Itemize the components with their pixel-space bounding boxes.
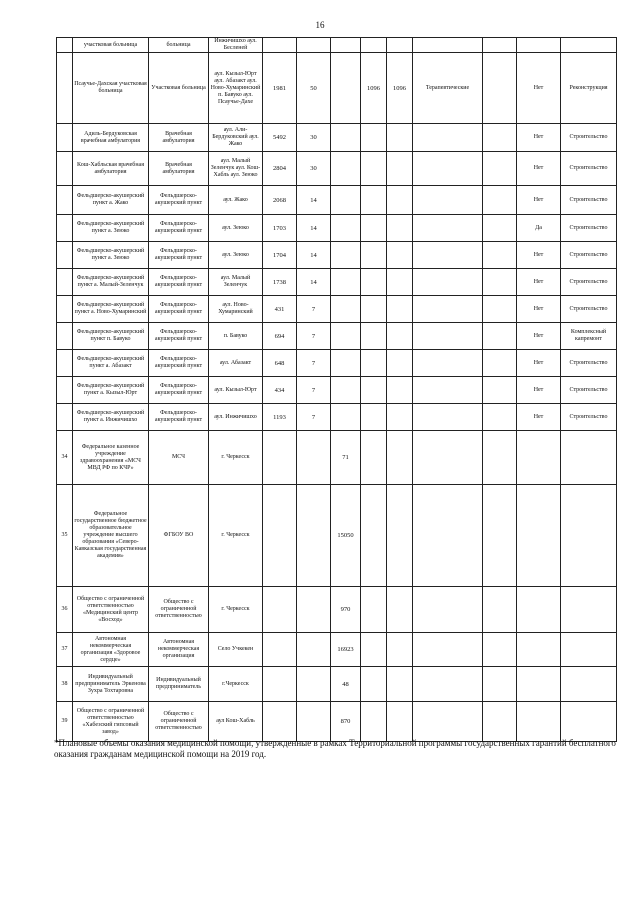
- col2-cell: 50: [297, 53, 331, 124]
- col1-cell: [263, 38, 297, 53]
- col8-cell: Нет: [517, 186, 561, 215]
- facility-name-cell: Фельдшерско-акушерский пункт а. Ново-Хумаринский: [73, 296, 149, 323]
- address-cell: Село Учкекен: [209, 633, 263, 667]
- col5-cell: [387, 124, 413, 152]
- address-cell: аул. Кызыл-Юрт аул. Абазакт аул. Ново-Хумаринский п. Бавуко аул. Псаучье-Дахе: [209, 53, 263, 124]
- col1-cell: 1703: [263, 215, 297, 242]
- facility-name-cell: Псаучье-Дахская участковая больница: [73, 53, 149, 124]
- facility-name-cell: Фельдшерско-акушерский пункт п. Бавуко: [73, 323, 149, 350]
- facility-type-cell: Врачебная амбулатория: [149, 124, 209, 152]
- col3-cell: [331, 269, 361, 296]
- col4-cell: [361, 38, 387, 53]
- col1-cell: 648: [263, 350, 297, 377]
- col3-cell: [331, 38, 361, 53]
- col7-cell: [483, 633, 517, 667]
- facility-name-cell: Фельдшерско-акушерский пункт а. Зеюко: [73, 242, 149, 269]
- col9-cell: Строительство: [561, 124, 617, 152]
- col3-cell: [331, 124, 361, 152]
- col6-cell: [413, 242, 483, 269]
- row-number-cell: [57, 323, 73, 350]
- col2-cell: [297, 702, 331, 742]
- col7-cell: [483, 152, 517, 186]
- table-row: [57, 269, 617, 296]
- col1-cell: 1704: [263, 242, 297, 269]
- col9-cell: Строительство: [561, 296, 617, 323]
- col5-cell: [387, 269, 413, 296]
- col7-cell: [483, 38, 517, 53]
- col2-cell: 7: [297, 377, 331, 404]
- col8-cell: Нет: [517, 242, 561, 269]
- col9-cell: Строительство: [561, 350, 617, 377]
- col9-cell: [561, 702, 617, 742]
- row-number-cell: 35: [57, 485, 73, 587]
- col7-cell: [483, 702, 517, 742]
- table-row: [57, 124, 617, 152]
- page-number: 16: [315, 20, 325, 30]
- address-cell: г. Черкесск: [209, 587, 263, 633]
- col3-cell: 16923: [331, 633, 361, 667]
- col6-cell: [413, 215, 483, 242]
- facility-type-cell: Фельдшерско-акушерский пункт: [149, 296, 209, 323]
- col9-cell: [561, 587, 617, 633]
- col1-cell: [263, 485, 297, 587]
- footnote: *Плановые объемы оказания медицинской помощи, утвержденные в рамках Территориальной программы государственных гарантий бесплатного оказания гражданам медицинской помощи на 2019 год.: [54, 738, 616, 759]
- row-number-cell: 34: [57, 431, 73, 485]
- col1-cell: 5492: [263, 124, 297, 152]
- col8-cell: [517, 38, 561, 53]
- col8-cell: Да: [517, 215, 561, 242]
- address-cell: аул Кош-Хабль: [209, 702, 263, 742]
- address-cell: аул. Жако: [209, 186, 263, 215]
- col4-cell: [361, 242, 387, 269]
- row-number-cell: 38: [57, 667, 73, 702]
- col5-cell: [387, 404, 413, 431]
- col2-cell: 14: [297, 242, 331, 269]
- col3-cell: [331, 377, 361, 404]
- col3-cell: [331, 350, 361, 377]
- col5-cell: [387, 152, 413, 186]
- row-number-cell: [57, 124, 73, 152]
- address-cell: аул. Кызыл-Юрт: [209, 377, 263, 404]
- address-cell: г.Черкесск: [209, 667, 263, 702]
- facility-type-cell: Фельдшерско-акушерский пункт: [149, 186, 209, 215]
- row-number-cell: [57, 404, 73, 431]
- col3-cell: 15050: [331, 485, 361, 587]
- facility-name-cell: Фельдшерско-акушерский пункт а. Инжичишхо: [73, 404, 149, 431]
- table-row: [57, 296, 617, 323]
- col7-cell: [483, 296, 517, 323]
- col2-cell: [297, 587, 331, 633]
- col8-cell: [517, 485, 561, 587]
- col4-cell: [361, 587, 387, 633]
- col9-cell: Строительство: [561, 242, 617, 269]
- col5-cell: [387, 587, 413, 633]
- col2-cell: 30: [297, 124, 331, 152]
- col5-cell: [387, 667, 413, 702]
- col4-cell: [361, 296, 387, 323]
- col9-cell: [561, 633, 617, 667]
- col2-cell: 7: [297, 323, 331, 350]
- table-row: [57, 633, 617, 667]
- col3-cell: [331, 53, 361, 124]
- table-row: [57, 587, 617, 633]
- col2-cell: 30: [297, 152, 331, 186]
- col8-cell: Нет: [517, 53, 561, 124]
- col4-cell: [361, 269, 387, 296]
- col6-cell: [413, 38, 483, 53]
- col6-cell: Терапевтические: [413, 53, 483, 124]
- col2-cell: 7: [297, 350, 331, 377]
- facility-type-cell: Врачебная амбулатория: [149, 152, 209, 186]
- facilities-table: [56, 37, 617, 742]
- row-number-cell: [57, 377, 73, 404]
- col3-cell: [331, 186, 361, 215]
- col4-cell: [361, 431, 387, 485]
- col4-cell: [361, 633, 387, 667]
- col8-cell: Нет: [517, 296, 561, 323]
- facility-name-cell: Фельдшерско-акушерский пункт а. Абазакт: [73, 350, 149, 377]
- col6-cell: [413, 350, 483, 377]
- col8-cell: Нет: [517, 350, 561, 377]
- col7-cell: [483, 587, 517, 633]
- facility-type-cell: ФГБОУ ВО: [149, 485, 209, 587]
- col1-cell: 1193: [263, 404, 297, 431]
- col5-cell: [387, 431, 413, 485]
- facility-type-cell: Индивидуальный предприниматель: [149, 667, 209, 702]
- col9-cell: Строительство: [561, 215, 617, 242]
- row-number-cell: [57, 186, 73, 215]
- row-number-cell: [57, 53, 73, 124]
- facility-name-cell: Кош-Хабльская врачебная амбулатория: [73, 152, 149, 186]
- col5-cell: [387, 323, 413, 350]
- col9-cell: Строительство: [561, 269, 617, 296]
- address-cell: г. Черкесск: [209, 431, 263, 485]
- table-row: [57, 215, 617, 242]
- facility-type-cell: Фельдшерско-акушерский пункт: [149, 323, 209, 350]
- col6-cell: [413, 633, 483, 667]
- col7-cell: [483, 186, 517, 215]
- col9-cell: Реконструкция: [561, 53, 617, 124]
- col3-cell: [331, 215, 361, 242]
- table-row: [57, 431, 617, 485]
- col3-cell: [331, 152, 361, 186]
- col5-cell: [387, 485, 413, 587]
- col4-cell: [361, 667, 387, 702]
- facility-name-cell: Автономная некоммерческая организация «Здоровое сердце»: [73, 633, 149, 667]
- facility-type-cell: МСЧ: [149, 431, 209, 485]
- col4-cell: [361, 702, 387, 742]
- col3-cell: [331, 296, 361, 323]
- col1-cell: [263, 702, 297, 742]
- row-number-cell: [57, 242, 73, 269]
- facility-type-cell: Общество с ограниченной ответственностью: [149, 587, 209, 633]
- col9-cell: [561, 38, 617, 53]
- col6-cell: [413, 431, 483, 485]
- facility-name-cell: Общество с ограниченной ответственностью «Медицинский центр «Восход»: [73, 587, 149, 633]
- col6-cell: [413, 323, 483, 350]
- col2-cell: [297, 485, 331, 587]
- col8-cell: [517, 587, 561, 633]
- col5-cell: [387, 350, 413, 377]
- facility-type-cell: Фельдшерско-акушерский пункт: [149, 215, 209, 242]
- col5-cell: [387, 242, 413, 269]
- col6-cell: [413, 124, 483, 152]
- col8-cell: Нет: [517, 404, 561, 431]
- facility-type-cell: Общество с ограниченной ответственностью: [149, 702, 209, 742]
- col2-cell: [297, 667, 331, 702]
- facility-name-cell: Федеральное государственное бюджетное образовательное учреждение высшего образования «Северо-Кавказская государственная академия»: [73, 485, 149, 587]
- table-row: [57, 53, 617, 124]
- col9-cell: [561, 431, 617, 485]
- col7-cell: [483, 350, 517, 377]
- col5-cell: [387, 702, 413, 742]
- facility-type-cell: Участковая больница: [149, 53, 209, 124]
- col1-cell: [263, 667, 297, 702]
- address-cell: аул. Малый Зеленчук: [209, 269, 263, 296]
- col7-cell: [483, 242, 517, 269]
- row-number-cell: 36: [57, 587, 73, 633]
- col8-cell: Нет: [517, 377, 561, 404]
- col8-cell: [517, 633, 561, 667]
- facility-name-cell: Фельдшерско-акушерский пункт а. Зеюко: [73, 215, 149, 242]
- col1-cell: 2804: [263, 152, 297, 186]
- facility-name-cell: участковая больница: [73, 38, 149, 53]
- col6-cell: [413, 152, 483, 186]
- col2-cell: 7: [297, 296, 331, 323]
- col8-cell: Нет: [517, 269, 561, 296]
- table-row: [57, 152, 617, 186]
- facility-name-cell: Фельдшерско-акушерский пункт а. Кызыл-Юрт: [73, 377, 149, 404]
- col6-cell: [413, 186, 483, 215]
- col6-cell: [413, 296, 483, 323]
- col6-cell: [413, 377, 483, 404]
- col1-cell: [263, 633, 297, 667]
- col1-cell: 2068: [263, 186, 297, 215]
- facility-name-cell: Индивидуальный предприниматель Эркенова Зухра Тохтаровна: [73, 667, 149, 702]
- col8-cell: Нет: [517, 152, 561, 186]
- address-cell: аул. Али-Бердуковский аул. Жако: [209, 124, 263, 152]
- table-row: [57, 485, 617, 587]
- col6-cell: [413, 404, 483, 431]
- col3-cell: [331, 404, 361, 431]
- col6-cell: [413, 269, 483, 296]
- table-row: [57, 323, 617, 350]
- col4-cell: [361, 323, 387, 350]
- table-row: [57, 38, 617, 53]
- col3-cell: 870: [331, 702, 361, 742]
- facility-type-cell: Фельдшерско-акушерский пункт: [149, 404, 209, 431]
- facility-name-cell: Фельдшерско-акушерский пункт а. Малый-Зеленчук: [73, 269, 149, 296]
- col4-cell: [361, 485, 387, 587]
- facility-type-cell: Автономная некоммерческая организация: [149, 633, 209, 667]
- row-number-cell: 37: [57, 633, 73, 667]
- col7-cell: [483, 377, 517, 404]
- col7-cell: [483, 215, 517, 242]
- col2-cell: 14: [297, 215, 331, 242]
- col4-cell: 1096: [361, 53, 387, 124]
- col7-cell: [483, 53, 517, 124]
- col3-cell: 48: [331, 667, 361, 702]
- address-cell: п. Бавуко: [209, 323, 263, 350]
- col7-cell: [483, 404, 517, 431]
- col4-cell: [361, 404, 387, 431]
- col5-cell: [387, 215, 413, 242]
- row-number-cell: 39: [57, 702, 73, 742]
- col1-cell: [263, 587, 297, 633]
- col9-cell: [561, 485, 617, 587]
- col6-cell: [413, 587, 483, 633]
- facility-name-cell: Федеральное казенное учреждение здравоохранения «МСЧ МВД РФ по КЧР»: [73, 431, 149, 485]
- col4-cell: [361, 215, 387, 242]
- col4-cell: [361, 152, 387, 186]
- col5-cell: [387, 633, 413, 667]
- col8-cell: Нет: [517, 323, 561, 350]
- col8-cell: [517, 667, 561, 702]
- row-number-cell: [57, 152, 73, 186]
- facility-type-cell: Фельдшерско-акушерский пункт: [149, 377, 209, 404]
- col3-cell: [331, 242, 361, 269]
- col4-cell: [361, 377, 387, 404]
- facility-name-cell: Фельдшерско-акушерский пункт а. Жако: [73, 186, 149, 215]
- table-row: [57, 350, 617, 377]
- facility-type-cell: Фельдшерско-акушерский пункт: [149, 350, 209, 377]
- col9-cell: [561, 667, 617, 702]
- col1-cell: 434: [263, 377, 297, 404]
- address-cell: аул. Инжичишхо: [209, 404, 263, 431]
- col5-cell: [387, 377, 413, 404]
- facility-type-cell: больница: [149, 38, 209, 53]
- col1-cell: [263, 431, 297, 485]
- table-row: [57, 702, 617, 742]
- col8-cell: [517, 431, 561, 485]
- table-row: [57, 377, 617, 404]
- col7-cell: [483, 667, 517, 702]
- col7-cell: [483, 124, 517, 152]
- col3-cell: 970: [331, 587, 361, 633]
- col3-cell: 71: [331, 431, 361, 485]
- col2-cell: [297, 633, 331, 667]
- row-number-cell: [57, 296, 73, 323]
- col1-cell: 431: [263, 296, 297, 323]
- col4-cell: [361, 350, 387, 377]
- address-cell: Инжичишхо аул. Бесленей: [209, 38, 263, 53]
- col1-cell: 1981: [263, 53, 297, 124]
- row-number-cell: [57, 350, 73, 377]
- col5-cell: [387, 186, 413, 215]
- col9-cell: Строительство: [561, 377, 617, 404]
- facility-type-cell: Фельдшерско-акушерский пункт: [149, 242, 209, 269]
- facility-name-cell: Адиль-Бердуковская врачебная амбулатория: [73, 124, 149, 152]
- col6-cell: [413, 485, 483, 587]
- col6-cell: [413, 667, 483, 702]
- col7-cell: [483, 431, 517, 485]
- col2-cell: [297, 38, 331, 53]
- table-row: [57, 404, 617, 431]
- col2-cell: 14: [297, 186, 331, 215]
- col2-cell: 7: [297, 404, 331, 431]
- col1-cell: 1738: [263, 269, 297, 296]
- col8-cell: Нет: [517, 124, 561, 152]
- address-cell: аул. Зеюко: [209, 215, 263, 242]
- col3-cell: [331, 323, 361, 350]
- col2-cell: 14: [297, 269, 331, 296]
- row-number-cell: [57, 269, 73, 296]
- facility-name-cell: Общество с ограниченной ответственностью «Хабезский гипсовый завод»: [73, 702, 149, 742]
- table-row: [57, 667, 617, 702]
- col9-cell: Строительство: [561, 404, 617, 431]
- col4-cell: [361, 186, 387, 215]
- col7-cell: [483, 323, 517, 350]
- col8-cell: [517, 702, 561, 742]
- col5-cell: [387, 296, 413, 323]
- col9-cell: Комплексный капремонт: [561, 323, 617, 350]
- col5-cell: [387, 38, 413, 53]
- col4-cell: [361, 124, 387, 152]
- col7-cell: [483, 485, 517, 587]
- address-cell: г. Черкесск: [209, 485, 263, 587]
- address-cell: аул. Абазакт: [209, 350, 263, 377]
- col1-cell: 694: [263, 323, 297, 350]
- facility-type-cell: Фельдшерско-акушерский пункт: [149, 269, 209, 296]
- col2-cell: [297, 431, 331, 485]
- address-cell: аул. Зеюко: [209, 242, 263, 269]
- address-cell: аул. Малый Зеленчук аул. Кош-Хабль аул. Зеюко: [209, 152, 263, 186]
- table-row: [57, 242, 617, 269]
- row-number-cell: [57, 215, 73, 242]
- col9-cell: Строительство: [561, 152, 617, 186]
- table-row: [57, 186, 617, 215]
- address-cell: аул. Ново-Хумаринский: [209, 296, 263, 323]
- col7-cell: [483, 269, 517, 296]
- col6-cell: [413, 702, 483, 742]
- col9-cell: Строительство: [561, 186, 617, 215]
- row-number-cell: [57, 38, 73, 53]
- col5-cell: 1096: [387, 53, 413, 124]
